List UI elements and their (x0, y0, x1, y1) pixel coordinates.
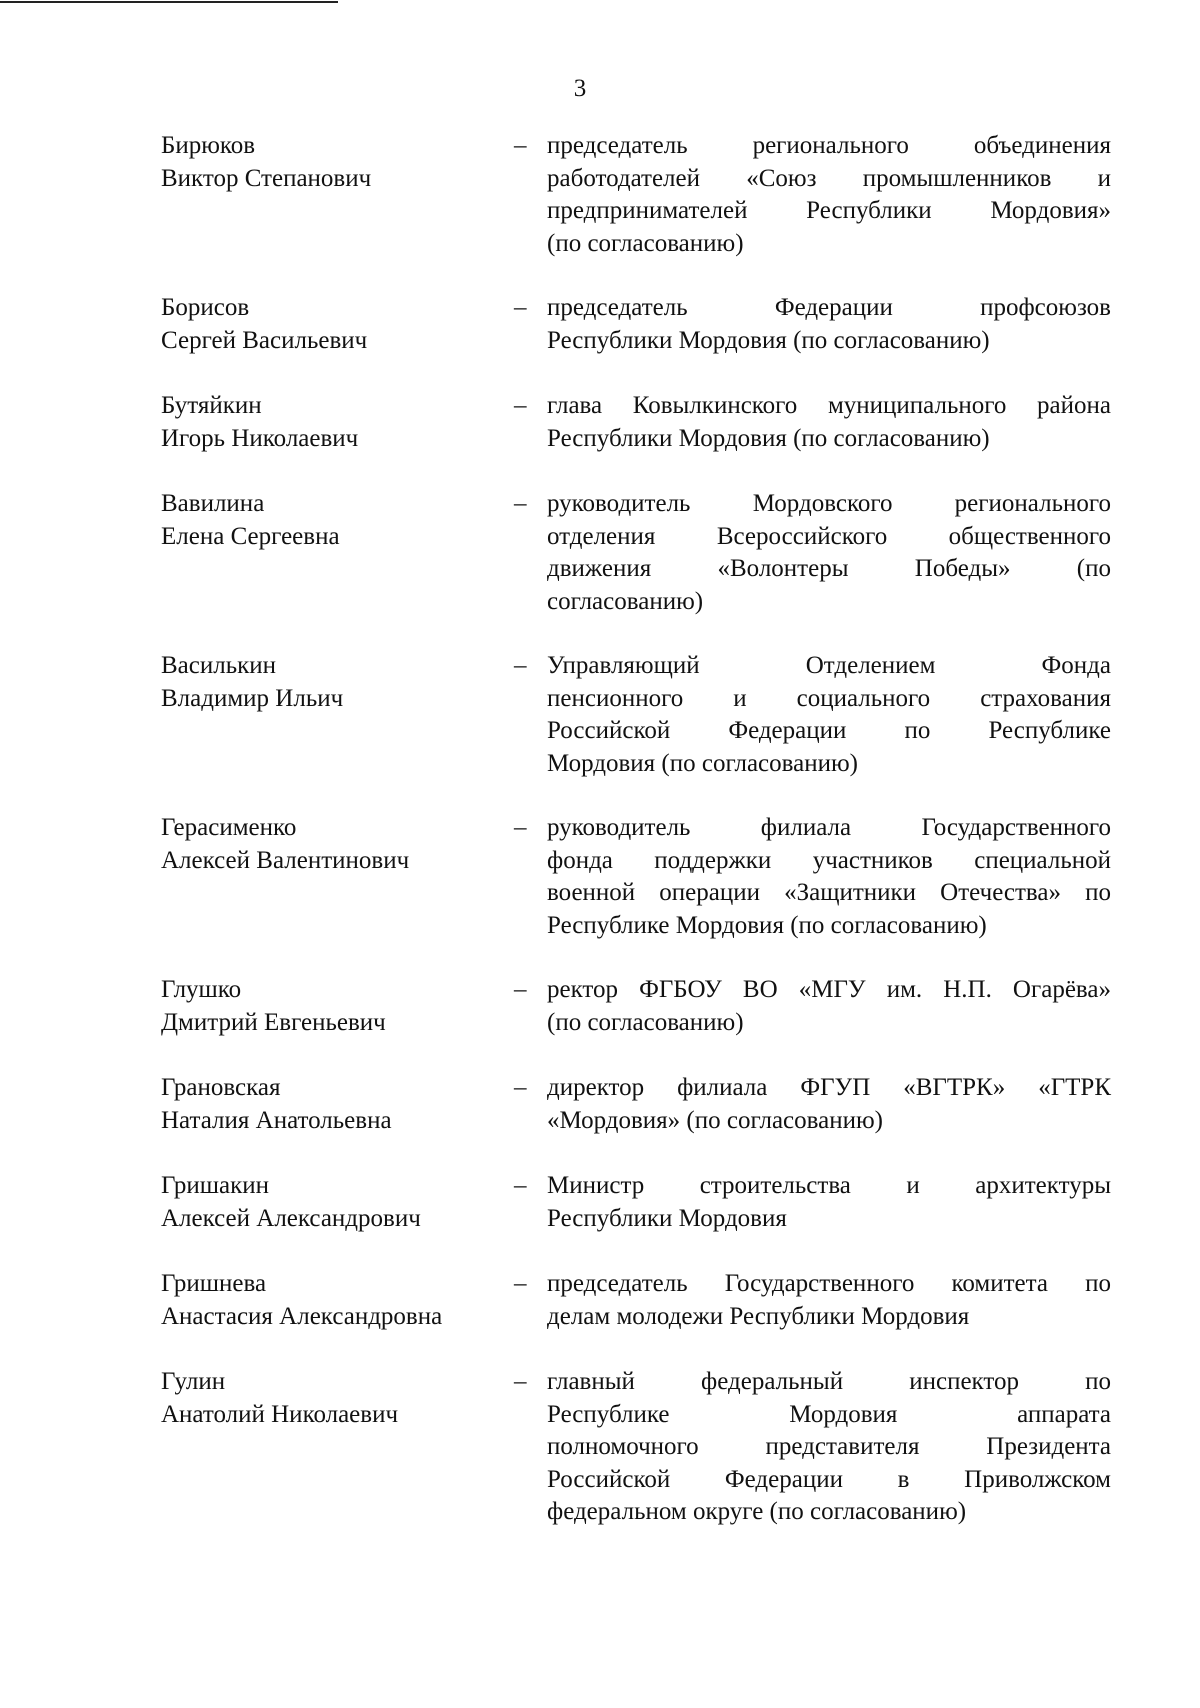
member-given-names: Елена Сергеевна (161, 522, 340, 550)
role-line: «Мордовия» (по согласованию) (547, 1106, 883, 1134)
member-name (161, 488, 501, 553)
member-name (161, 1268, 501, 1333)
member-name (161, 390, 501, 455)
dash-separator: – (514, 1368, 527, 1395)
member-given-names: Анастасия Александровна (161, 1302, 443, 1330)
role-line: Республике Мордовия аппарата (547, 1400, 1111, 1428)
dash-separator: – (514, 490, 527, 517)
member-name (161, 292, 501, 357)
role-line: руководитель филиала Государственного (547, 814, 1111, 841)
member-given-names: Владимир Ильич (161, 684, 344, 712)
role-line: ректор ФГБОУ ВО «МГУ им. Н.П. Огарёва» (547, 976, 1111, 1003)
member-name (161, 1072, 501, 1137)
role-line: председатель регионального объединения (547, 132, 1111, 159)
member-given-names: Сергей Васильевич (161, 326, 368, 354)
member-surname: Бутяйкин (161, 392, 262, 419)
role-line: глава Ковылкинского муниципального района (547, 392, 1111, 419)
dash-separator: – (514, 1074, 527, 1101)
top-rule (0, 1, 338, 3)
role-line: Республике Мордовия (по согласованию) (547, 911, 987, 939)
member-given-names: Алексей Валентинович (161, 846, 410, 874)
member-surname: Герасименко (161, 814, 297, 841)
role-line: Управляющий Отделением Фонда (547, 652, 1111, 679)
role-line: предпринимателей Республики Мордовия» (547, 197, 1111, 224)
member-name (161, 1170, 501, 1235)
member-surname: Глушко (161, 976, 242, 1003)
member-given-names: Анатолий Николаевич (161, 1400, 399, 1428)
member-surname: Гришнева (161, 1270, 267, 1297)
member-given-names: Наталия Анатольевна (161, 1106, 392, 1134)
member-surname: Гулин (161, 1368, 226, 1395)
role-line: пенсионного и социального страхования (547, 684, 1111, 712)
member-given-names: Игорь Николаевич (161, 424, 359, 452)
member-role (547, 1072, 1111, 1137)
member-role (547, 488, 1111, 618)
role-line: делам молодежи Республики Мордовия (547, 1302, 970, 1330)
member-surname: Бирюков (161, 132, 256, 159)
role-line: руководитель Мордовского регионального (547, 490, 1111, 517)
role-line: директор филиала ФГУП «ВГТРК» «ГТРК (547, 1074, 1111, 1101)
dash-separator: – (514, 294, 527, 321)
member-name (161, 1366, 501, 1431)
member-role (547, 1268, 1111, 1333)
role-line: (по согласованию) (547, 229, 744, 257)
role-line: Республики Мордовия (по согласованию) (547, 326, 990, 354)
member-role (547, 974, 1111, 1039)
dash-separator: – (514, 814, 527, 841)
role-line: фонда поддержки участников специальной (547, 846, 1111, 874)
member-role (547, 650, 1111, 780)
member-surname: Борисов (161, 294, 250, 321)
role-line: председатель Государственного комитета по (547, 1270, 1111, 1297)
role-line: отделения Всероссийского общественного (547, 522, 1111, 550)
dash-separator: – (514, 652, 527, 679)
role-line: председатель Федерации профсоюзов (547, 294, 1111, 321)
member-surname: Вавилина (161, 490, 265, 517)
member-given-names: Алексей Александрович (161, 1204, 421, 1232)
member-role (547, 812, 1111, 942)
dash-separator: – (514, 1172, 527, 1199)
role-line: Республики Мордовия (547, 1204, 787, 1232)
role-line: полномочного представителя Президента (547, 1433, 1111, 1460)
role-line: Российской Федерации по Республике (547, 717, 1111, 744)
role-line: Российской Федерации в Приволжском (547, 1465, 1111, 1493)
role-line: движения «Волонтеры Победы» (по (547, 555, 1111, 582)
role-line: Республики Мордовия (по согласованию) (547, 424, 990, 452)
role-line: главный федеральный инспектор по (547, 1368, 1111, 1395)
member-surname: Грановская (161, 1074, 281, 1101)
member-given-names: Дмитрий Евгеньевич (161, 1008, 386, 1036)
dash-separator: – (514, 392, 527, 419)
role-line: согласованию) (547, 587, 704, 615)
role-line: военной операции «Защитники Отечества» по (547, 879, 1111, 906)
dash-separator: – (514, 1270, 527, 1297)
member-role (547, 1170, 1111, 1235)
role-line: Министр строительства и архитектуры (547, 1172, 1111, 1199)
role-line: работодателей «Союз промышленников и (547, 164, 1111, 192)
member-role (547, 1366, 1111, 1529)
role-line: (по согласованию) (547, 1008, 744, 1036)
member-given-names: Виктор Степанович (161, 164, 372, 192)
member-name (161, 650, 501, 715)
dash-separator: – (514, 132, 527, 159)
member-role (547, 130, 1111, 260)
role-line: Мордовия (по согласованию) (547, 749, 858, 777)
page-number: 3 (573, 75, 587, 102)
role-line: федеральном округе (по согласованию) (547, 1498, 967, 1525)
member-role (547, 292, 1111, 357)
member-surname: Василькин (161, 652, 277, 679)
member-surname: Гришакин (161, 1172, 270, 1199)
member-name (161, 812, 501, 877)
dash-separator: – (514, 976, 527, 1003)
member-name (161, 130, 501, 195)
member-role (547, 390, 1111, 455)
member-name (161, 974, 501, 1039)
